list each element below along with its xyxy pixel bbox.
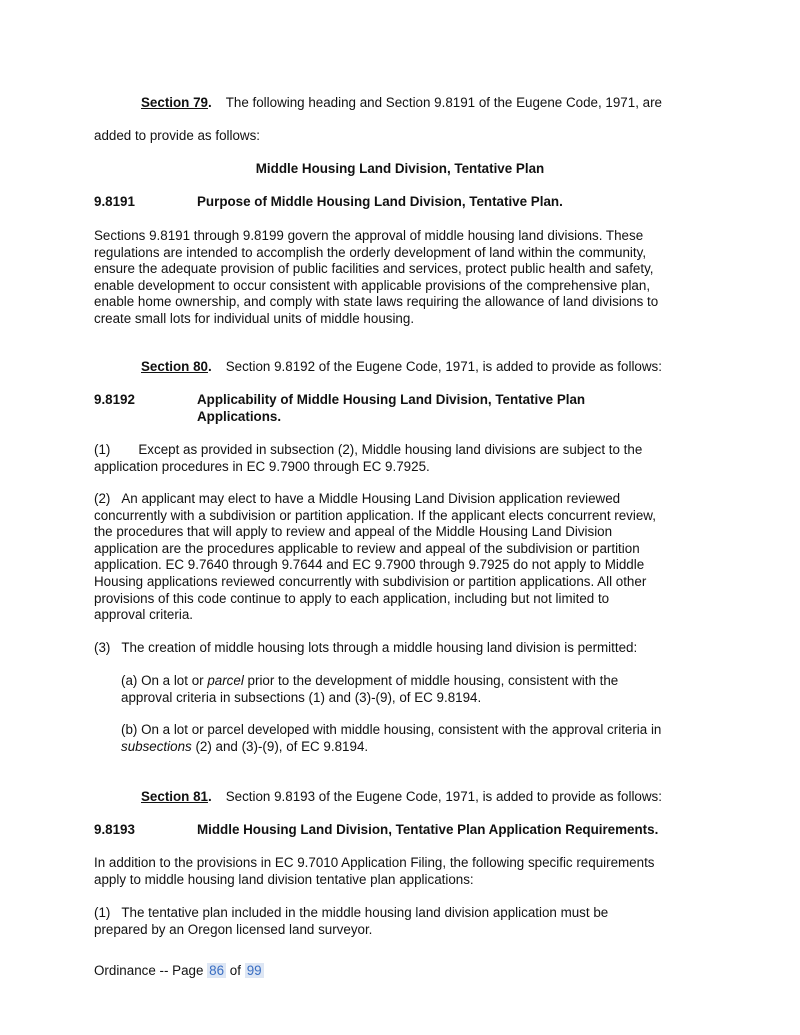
purpose-line: enable development to occur consistent with applicable provisions of the comprehensive plan, (94, 277, 651, 293)
section-81-text: Section 9.8193 of the Eugene Code, 1971, is added to provide as follows: (225, 789, 662, 804)
applicability-item-2 (94, 491, 714, 624)
code-title-9-8192 (197, 392, 585, 425)
code-title-9-8191-text: Purpose of Middle Housing Land Division, Tentative Plan. (197, 194, 563, 209)
item-2-line: application are the procedures applicable to review and appeal of the subdivision or partition (94, 540, 640, 556)
purpose-line: create small lots for individual units of middle housing. (94, 310, 415, 326)
item-3-line: The creation of middle housing lots through a middle housing land division is permitted: (121, 640, 638, 655)
item-3a-line2: approval criteria in subsections (1) and (3)-(9), of EC 9.8194. (121, 689, 482, 705)
purpose-paragraph (94, 228, 714, 328)
section-81-heading: Section 81. Section 9.8193 of the Eugene Code, 1971, is added to provide as follows: (141, 789, 662, 804)
item-3a-post: prior to the development of middle housing, consistent with the (243, 673, 619, 688)
req-item-1-number: (1) (94, 905, 111, 920)
item-3b-emphasis: subsections (121, 738, 192, 754)
code-title-9-8192-line2: Applications. (197, 408, 282, 424)
requirements-item-1 (94, 905, 714, 938)
item-3b-line2: (2) and (3)-(9), of EC 9.8194. (191, 738, 369, 754)
section-79-heading: Section 79. The following heading and Section 9.8191 of the Eugene Code, 1971, are (141, 95, 662, 110)
intro-line1: In addition to the provisions in EC 9.7010 Application Filing, the following specific requirements (94, 855, 655, 870)
item-1-line1: Except as provided in subsection (2), Middle housing land divisions are subject to the (138, 442, 643, 457)
item-3a-pre: (a) On a lot or (121, 673, 208, 688)
code-number-9-8191: 9.8191 (94, 194, 135, 209)
item-3a (121, 673, 618, 706)
req-item-1-line1: The tentative plan included in the middle housing land division application must be (121, 905, 609, 920)
section-79-continuation: added to provide as follows: (94, 128, 260, 143)
item-2-line: approval criteria. (94, 607, 193, 623)
item-2-line: application. EC 9.7640 through 9.7644 and EC 9.7900 through 9.7925 do not apply to Middle (94, 557, 645, 573)
item-3b (121, 722, 661, 755)
section-79-text: The following heading and Section 9.8191 of the Eugene Code, 1971, are (225, 95, 662, 110)
applicability-item-3 (94, 640, 714, 657)
code-title-9-8192-line1: Applicability of Middle Housing Land Division, Tentative Plan (197, 392, 586, 407)
page-footer (94, 963, 264, 980)
requirements-intro (94, 855, 714, 888)
purpose-line: enable home ownership, and comply with state laws requiring the allowance of land divisions to (94, 294, 659, 310)
center-heading: Middle Housing Land Division, Tentative Plan (255, 161, 545, 176)
section-80-label: Section 80 (141, 359, 208, 374)
item-2-line: concurrently with a subdivision or partition application. If the applicant elects concurrent review, (94, 507, 656, 523)
code-number-9-8192: 9.8192 (94, 392, 135, 407)
purpose-line: regulations are intended to accomplish the orderly development of land within the community, (94, 244, 647, 260)
section-81-label: Section 81 (141, 789, 208, 804)
item-2-number: (2) (94, 491, 111, 506)
req-item-1-line2: prepared by an Oregon licensed land surveyor. (94, 921, 373, 937)
code-title-9-8193 (197, 822, 658, 839)
code-number-9-8193: 9.8193 (94, 822, 135, 837)
item-3b-line1: (b) On a lot or parcel developed with middle housing, consistent with the approval criteria in (121, 722, 662, 737)
code-title-9-8191 (197, 194, 563, 211)
footer-page-number: 86 (209, 963, 225, 978)
item-3-number: (3) (94, 640, 111, 655)
footer-prefix: Ordinance -- Page (94, 963, 204, 978)
purpose-line: Sections 9.8191 through 9.8199 govern the approval of middle housing land divisions. These (94, 228, 644, 243)
purpose-line: ensure the adequate provision of public facilities and services, protect public health and safety, (94, 261, 654, 277)
section-80-text: Section 9.8192 of the Eugene Code, 1971, is added to provide as follows: (225, 359, 662, 374)
item-1-number: (1) (94, 442, 111, 457)
item-2-line: Housing applications reviewed concurrently with subdivision or partition applications. All other (94, 573, 647, 589)
item-1-line2: application procedures in EC 9.7900 through EC 9.7925. (94, 458, 430, 474)
footer-of: of (229, 963, 241, 978)
item-2-line: the procedures that will apply to review and appeal of the Middle Housing Land Division (94, 524, 613, 540)
intro-line2: apply to middle housing land division tentative plan applications: (94, 871, 474, 887)
item-2-line1: An applicant may elect to have a Middle Housing Land Division application reviewed (121, 491, 621, 506)
section-79-label: Section 79 (141, 95, 208, 110)
item-3a-emphasis: parcel (207, 673, 244, 688)
applicability-item-1 (94, 442, 714, 475)
section-80-heading: Section 80. Section 9.8192 of the Eugene Code, 1971, is added to provide as follows: (141, 359, 662, 374)
code-title-9-8193-text: Middle Housing Land Division, Tentative Plan Application Requirements. (197, 822, 659, 837)
footer-total-pages: 99 (246, 963, 262, 978)
item-2-line: provisions of this code continue to apply to each application, including but not limited to (94, 590, 610, 606)
